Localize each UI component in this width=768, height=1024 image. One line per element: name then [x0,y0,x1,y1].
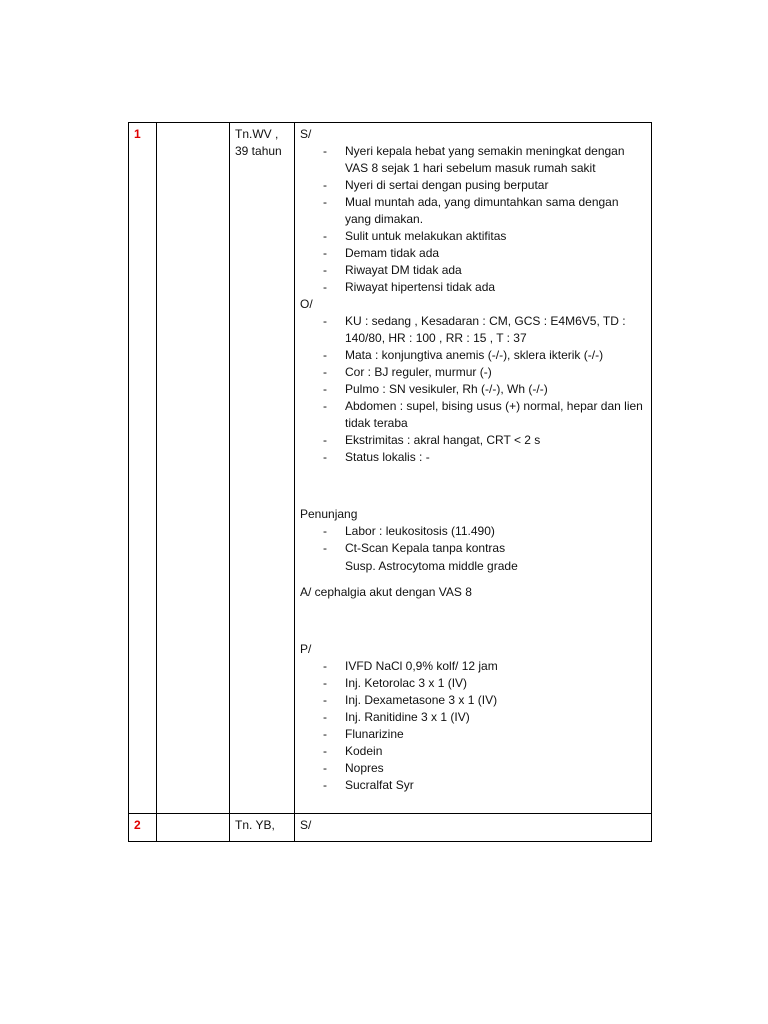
list-item: - Flunarizine [300,726,646,743]
list-item: - KU : sedang , Kesadaran : CM, GCS : E4M6V5, TD : 140/80, HR : 100 , RR : 15 , T : 37 [300,313,646,347]
list-item: - Abdomen : supel, bising usus (+) normal, hepar dan lien tidak teraba [300,398,646,432]
list-item: - Kodein [300,743,646,760]
list-item: - Inj. Ketorolac 3 x 1 (IV) [300,675,646,692]
list-item: - Mual muntah ada, yang dimuntahkan sama dengan yang dimakan. [300,194,646,228]
support-note: Susp. Astrocytoma middle grade [345,559,518,573]
objective-list [300,313,646,466]
list-item: - Status lokalis : - [300,449,646,466]
patient-case-table [128,122,652,842]
list-item: - Pulmo : SN vesikuler, Rh (-/-), Wh (-/-) [300,381,646,398]
row-number: 1 [134,127,141,141]
row-number-cell [129,814,157,842]
list-item: - Ekstrimitas : akral hangat, CRT < 2 s [300,432,646,449]
subjective-list [300,143,646,296]
list-item: - Nopres [300,760,646,777]
soap-notes-cell [295,814,652,842]
support-header: Penunjang [300,507,358,521]
row-number-cell [129,123,157,814]
list-item: - Ct-Scan Kepala tanpa kontras [300,540,646,557]
soap-notes-cell [295,123,652,814]
patient-identity: Tn. YB, [235,818,275,832]
subjective-header: S/ [300,818,312,832]
plan-list [300,658,646,794]
list-item: - Riwayat DM tidak ada [300,262,646,279]
assessment-line: A/ cephalgia akut dengan VAS 8 [300,585,472,599]
patient-cell [230,123,295,814]
list-item: - Inj. Dexametasone 3 x 1 (IV) [300,692,646,709]
patient-cell [230,814,295,842]
subjective-header: S/ [300,127,312,141]
list-item: - Riwayat hipertensi tidak ada [300,279,646,296]
list-item: - Nyeri kepala hebat yang semakin meningkat dengan VAS 8 sejak 1 hari sebelum masuk rumah sakit [300,143,646,177]
support-list [300,523,646,557]
empty-cell [157,814,230,842]
list-item: - Demam tidak ada [300,245,646,262]
list-item: - Nyeri di sertai dengan pusing berputar [300,177,646,194]
list-item: - Cor : BJ reguler, murmur (-) [300,364,646,381]
row-number: 2 [134,818,141,832]
objective-header: O/ [300,297,313,311]
case-row-2 [129,814,652,842]
list-item: - Sulit untuk melakukan aktifitas [300,228,646,245]
case-row-1 [129,123,652,814]
list-item: - Mata : konjungtiva anemis (-/-), sklera ikterik (-/-) [300,347,646,364]
patient-identity: Tn.WV , 39 tahun [235,127,282,158]
list-item: - Labor : leukositosis (11.490) [300,523,646,540]
plan-header: P/ [300,642,312,656]
empty-cell [157,123,230,814]
list-item: - Inj. Ranitidine 3 x 1 (IV) [300,709,646,726]
list-item: - Sucralfat Syr [300,777,646,794]
list-item: - IVFD NaCl 0,9% kolf/ 12 jam [300,658,646,675]
